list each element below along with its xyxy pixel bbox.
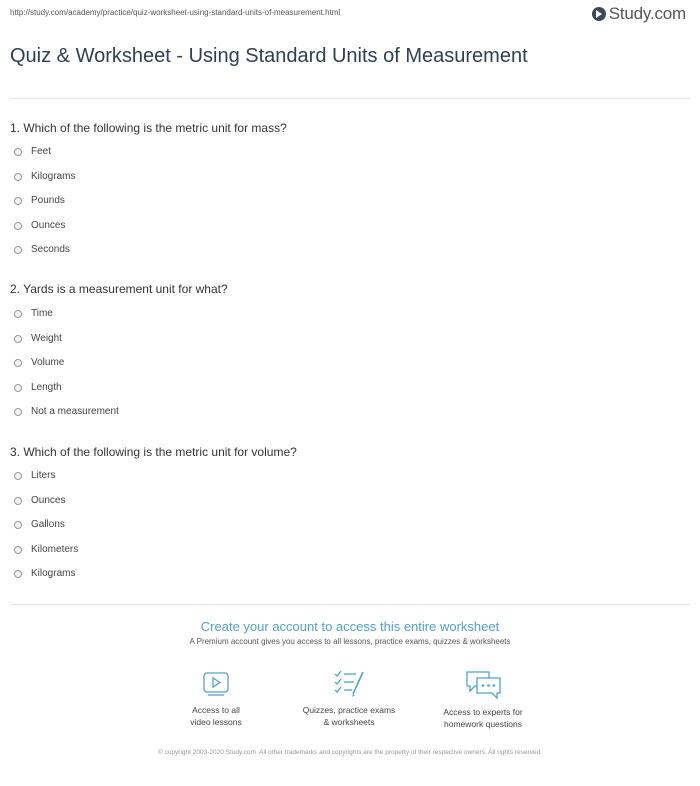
copyright-notice: © copyright 2003-2020 Study.com. All other trademarks and copyrights are the property of their respective owners. All rights reserved.	[157, 749, 543, 756]
radio-button[interactable]	[14, 384, 22, 392]
q2-option-3[interactable]: Volume	[14, 357, 64, 368]
q3-option-1[interactable]: Liters	[14, 470, 55, 481]
radio-button[interactable]	[14, 521, 22, 529]
q1-option-4[interactable]: Ounces	[14, 220, 65, 231]
video-lesson-icon	[200, 668, 232, 698]
q1-option-2[interactable]: Kilograms	[14, 171, 75, 182]
radio-button[interactable]	[14, 148, 22, 156]
title-divider	[10, 98, 690, 99]
q1-option-3[interactable]: Pounds	[14, 195, 65, 206]
q3-option-2[interactable]: Ounces	[14, 495, 65, 506]
create-account-link[interactable]: Create your account to access this entire worksheet	[200, 619, 500, 634]
radio-button[interactable]	[14, 546, 22, 554]
feature-label: Quizzes, practice exams & worksheets	[302, 705, 396, 727]
radio-button[interactable]	[14, 246, 22, 254]
question-1: 1. Which of the following is the metric unit for mass?	[10, 121, 287, 135]
cta-divider	[10, 604, 690, 605]
radio-button[interactable]	[14, 173, 22, 181]
feature-experts	[418, 668, 548, 730]
radio-button[interactable]	[14, 570, 22, 578]
q2-option-4[interactable]: Length	[14, 382, 62, 393]
q2-option-1[interactable]: Time	[14, 308, 53, 319]
chat-expert-icon	[463, 668, 503, 700]
radio-button[interactable]	[14, 497, 22, 505]
q3-option-5[interactable]: Kilograms	[14, 568, 75, 579]
q2-option-5[interactable]: Not a measurement	[14, 406, 119, 417]
feature-video-lessons	[151, 668, 281, 728]
study-logo[interactable]	[592, 4, 686, 24]
q3-option-3[interactable]: Gallons	[14, 519, 65, 530]
feature-quizzes	[284, 668, 414, 728]
radio-button[interactable]	[14, 335, 22, 343]
q1-option-1[interactable]: Feet	[14, 146, 51, 157]
q1-option-5[interactable]: Seconds	[14, 244, 70, 255]
study-logo-icon	[592, 7, 606, 21]
radio-button[interactable]	[14, 310, 22, 318]
q2-option-2[interactable]: Weight	[14, 333, 62, 344]
radio-button[interactable]	[14, 408, 22, 416]
feature-label: Access to all video lessons	[190, 705, 242, 727]
quiz-worksheet-icon	[332, 668, 366, 698]
q3-option-4[interactable]: Kilometers	[14, 544, 78, 555]
question-3: 3. Which of the following is the metric unit for volume?	[10, 445, 297, 459]
premium-description: A Premium account gives you access to all lessons, practice exams, quizzes & worksheets	[189, 637, 511, 646]
radio-button[interactable]	[14, 222, 22, 230]
feature-label: Access to experts for homework questions	[443, 707, 523, 729]
logo-text: Study.com	[608, 4, 686, 23]
radio-button[interactable]	[14, 359, 22, 367]
page-title: Quiz & Worksheet - Using Standard Units of Measurement	[10, 45, 528, 67]
radio-button[interactable]	[14, 197, 22, 205]
page-url: http://study.com/academy/practice/quiz-worksheet-using-standard-units-of-measurement.html	[10, 8, 341, 17]
radio-button[interactable]	[14, 472, 22, 480]
question-2: 2. Yards is a measurement unit for what?	[10, 282, 228, 296]
